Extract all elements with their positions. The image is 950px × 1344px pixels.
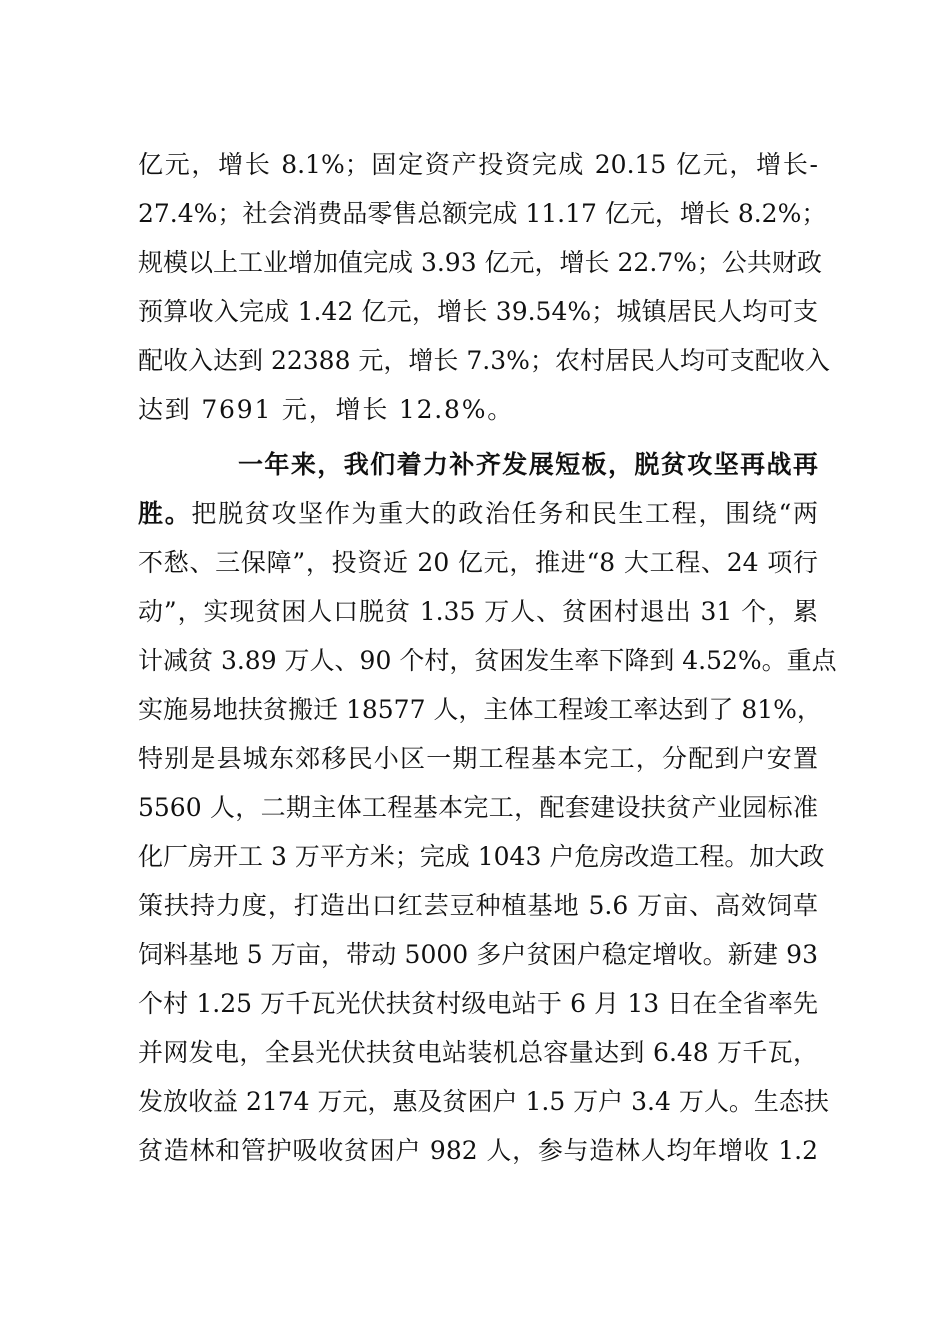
paragraph-heading-end: 胜。 <box>138 499 192 528</box>
paragraph-heading: 一年来，我们着力补齐发展短板，脱贫攻坚再战再 <box>238 450 818 479</box>
text-line: 预算收入完成 1.42 亿元，增长 39.54%；城镇居民人均可支 <box>138 297 818 326</box>
text-line: 发放收益 2174 万元，惠及贫困户 1.5 万户 3.4 万人。生态扶 <box>138 1087 829 1116</box>
text-line: 实施易地扶贫搬迁 18577 人，主体工程竣工率达到了 81%， <box>138 695 822 724</box>
text-line: 规模以上工业增加值完成 3.93 亿元，增长 22.7%；公共财政 <box>138 248 822 277</box>
text-line: 策扶持力度，打造出口红芸豆种植基地 5.6 万亩、高效饲草 <box>138 891 818 920</box>
text-line: 化厂房开工 3 万平方米；完成 1043 户危房改造工程。加大政 <box>138 842 825 871</box>
text-line: 个村 1.25 万千瓦光伏扶贫村级电站于 6 月 13 日在全省率先 <box>138 989 818 1018</box>
text-line: 不愁、三保障”，投资近 20 亿元，推进“8 大工程、24 项行 <box>138 548 818 577</box>
text-line-rest: 把脱贫攻坚作为重大的政治任务和民生工程，围绕“两 <box>191 499 818 528</box>
text-line: 并网发电，全县光伏扶贫电站装机总容量达到 6.48 万千瓦， <box>138 1038 818 1067</box>
text-line: 饲料基地 5 万亩，带动 5000 多户贫困户稳定增收。新建 93 <box>138 940 818 969</box>
text-line: 27.4%；社会消费品零售总额完成 11.17 亿元，增长 8.2%； <box>138 199 827 228</box>
text-line: 亿元，增长 8.1%；固定资产投资完成 20.15 亿元，增长- <box>138 150 818 179</box>
text-line <box>138 494 818 534</box>
text-line: 贫造林和管护吸收贫困户 982 人，参与造林人均年增收 1.2 <box>138 1136 818 1165</box>
text-line: 配收入达到 22388 元，增长 7.3%；农村居民人均可支配收入 <box>138 346 830 375</box>
text-line: 特别是县城东郊移民小区一期工程基本完工，分配到户安置 <box>138 744 818 773</box>
text-line: 达到 7691 元，增长 12.8%。 <box>138 395 515 424</box>
text-line: 动”，实现贫困人口脱贫 1.35 万人、贫困村退出 31 个，累 <box>138 597 818 626</box>
text-line: 计减贫 3.89 万人、90 个村，贫困发生率下降到 4.52%。重点 <box>138 646 837 675</box>
text-line: 5560 人，二期主体工程基本完工，配套建设扶贫产业园标准 <box>138 793 818 822</box>
